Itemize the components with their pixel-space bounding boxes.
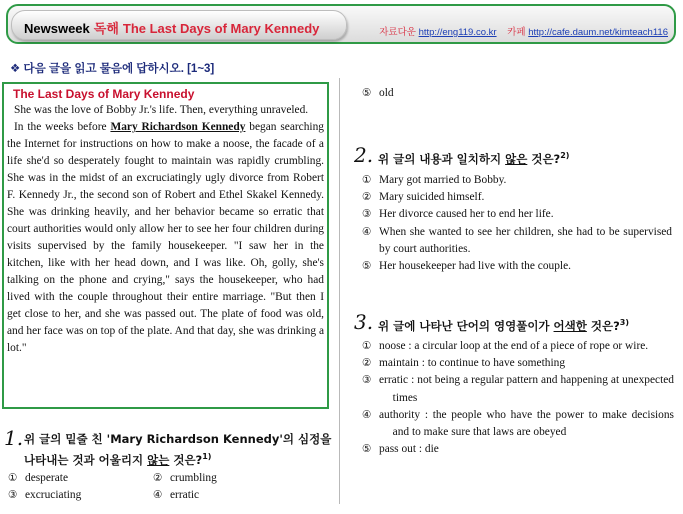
option[interactable] xyxy=(362,206,672,223)
question-1-text-line2 xyxy=(24,448,211,469)
footnote-mark: 2) xyxy=(560,151,570,160)
option[interactable] xyxy=(153,487,298,504)
passage-title: The Last Days of Mary Kennedy xyxy=(13,87,195,101)
footnote-mark: 1) xyxy=(202,452,212,461)
option-text: noose : a circular loop at the end of a piece of rope or wire. xyxy=(379,340,649,352)
instruction: ❖ 다음 글을 읽고 물음에 답하시오. [1~3] xyxy=(10,63,215,75)
option-mark: ③ xyxy=(8,489,18,501)
option-text: Her divorce caused her to end her life. xyxy=(379,208,554,221)
option[interactable] xyxy=(362,224,672,258)
question-2-options xyxy=(362,172,672,275)
passage-text: began searching the Internet for instructions on how to make a noose, the facade of a life she'd so desperately fought to maintain was rapidly crumbling. She was in the midst of an excruciatingly ugly divorce from Robert F. Kennedy Jr., the second son of Robert and Ethel Skakel Kennedy. She was drinking heavily, and her behavior became so erratic that court authorities would only allow her to see her four children during visits supervised by the family housekeeper. "I saw her in the kitchen, like with her head down, and I was like. Oh, golly, she's talking on the phone and crying," says the housekeeper, who had lived with the couple throughout their entire marriage. "But then I get close to her, and she was passed out. The plate of food was old, and her face was on top of the plate. And that day, she was drinking a lot." xyxy=(7,121,324,354)
option[interactable] xyxy=(362,441,674,458)
option[interactable] xyxy=(8,470,153,487)
option-text: erratic : not being a regular pattern and happening at unexpected times xyxy=(379,374,674,404)
option[interactable] xyxy=(362,372,674,406)
section-tag: 독해 xyxy=(93,21,119,36)
passage-paragraph-2 xyxy=(7,119,324,357)
cafe-label: 카페 xyxy=(507,27,526,38)
option-text: Her housekeeper had live with the couple. xyxy=(379,260,571,273)
column-divider xyxy=(339,78,340,504)
option-text: Mary suicided himself. xyxy=(379,191,485,204)
option-text: crumbling xyxy=(170,472,217,484)
passage-text: In the weeks before xyxy=(14,121,111,133)
option-mark: ④ xyxy=(153,489,163,501)
option-mark: ④ xyxy=(362,225,372,238)
option[interactable] xyxy=(362,355,674,372)
option-text: maintain : to continue to have something xyxy=(379,357,566,370)
header-title xyxy=(24,18,319,37)
option-mark: ② xyxy=(153,472,163,484)
option-mark: ⑤ xyxy=(362,443,372,456)
question-3-text xyxy=(378,314,629,335)
download-label: 자료다운 xyxy=(379,27,416,38)
passage-paragraph-1: She was the love of Bobby Jr.'s life. Then, everything unraveled. xyxy=(14,104,309,116)
option-mark: ③ xyxy=(362,374,372,387)
question-underline: 않는 xyxy=(147,452,170,467)
option[interactable] xyxy=(362,172,672,189)
question-underline: 않은 xyxy=(505,151,528,166)
option-mark: ③ xyxy=(362,208,372,221)
question-text: 것은? xyxy=(586,318,620,333)
option-text: pass out : die xyxy=(379,443,439,456)
option[interactable] xyxy=(362,258,672,275)
passage-body xyxy=(7,102,324,357)
option-mark: ① xyxy=(362,174,372,186)
question-3-number: 3. xyxy=(354,310,374,334)
cafe-link[interactable]: http://cafe.daum.net/kimteach116 xyxy=(528,27,668,38)
question-1-options-continued xyxy=(362,85,672,102)
passage-box xyxy=(2,82,329,409)
option[interactable] xyxy=(362,85,672,102)
question-1-options xyxy=(8,470,338,504)
option-mark: ① xyxy=(362,340,372,352)
download-link[interactable]: http://eng119.co.kr xyxy=(418,27,497,38)
option-text: Mary got married to Bobby. xyxy=(379,174,507,186)
option-text: erratic xyxy=(170,489,200,501)
option[interactable] xyxy=(362,407,674,441)
option-text: authority : the people who have the power to make decisions and to make sure that laws are obeyed xyxy=(379,408,674,439)
header-title-tab xyxy=(11,10,347,40)
option[interactable] xyxy=(8,487,153,504)
option-mark: ② xyxy=(362,357,372,370)
question-1-number: 1. xyxy=(4,426,24,450)
question-2-number: 2. xyxy=(354,143,374,167)
option-text: When she wanted to see her children, she had to be supervised by court authorities. xyxy=(379,225,672,255)
option-text: desperate xyxy=(25,472,69,484)
option-mark: ⑤ xyxy=(362,260,372,273)
question-text: 것은? xyxy=(169,452,203,467)
question-underline: 어색한 xyxy=(553,318,587,333)
option[interactable] xyxy=(362,338,674,355)
option-text: old xyxy=(379,87,394,99)
question-text: 나타내는 것과 어울리지 xyxy=(24,452,148,467)
magazine-name: Newsweek xyxy=(24,21,90,36)
option-mark: ② xyxy=(362,191,372,204)
question-text: 위 글의 내용과 일치하지 xyxy=(378,151,506,166)
header-banner xyxy=(6,4,676,44)
option-text: excruciating xyxy=(25,489,82,501)
question-2-text xyxy=(378,147,569,168)
header-links xyxy=(379,24,668,38)
option-mark: ⑤ xyxy=(362,87,372,99)
option[interactable] xyxy=(153,470,298,487)
option-mark: ① xyxy=(8,472,18,484)
question-text: 것은? xyxy=(527,151,561,166)
option[interactable] xyxy=(362,189,672,206)
option-mark: ④ xyxy=(362,408,372,421)
footnote-mark: 3) xyxy=(619,318,630,327)
question-text: 위 글에 나타난 단어의 영영풀이가 xyxy=(378,318,554,333)
article-title: The Last Days of Mary Kennedy xyxy=(122,21,320,36)
underlined-name: Mary Richardson Kennedy xyxy=(110,121,246,133)
question-3-options xyxy=(362,338,674,458)
question-1-text-line1: 위 글의 밑줄 친 'Mary Richardson Kennedy'의 심정을 xyxy=(24,432,332,446)
